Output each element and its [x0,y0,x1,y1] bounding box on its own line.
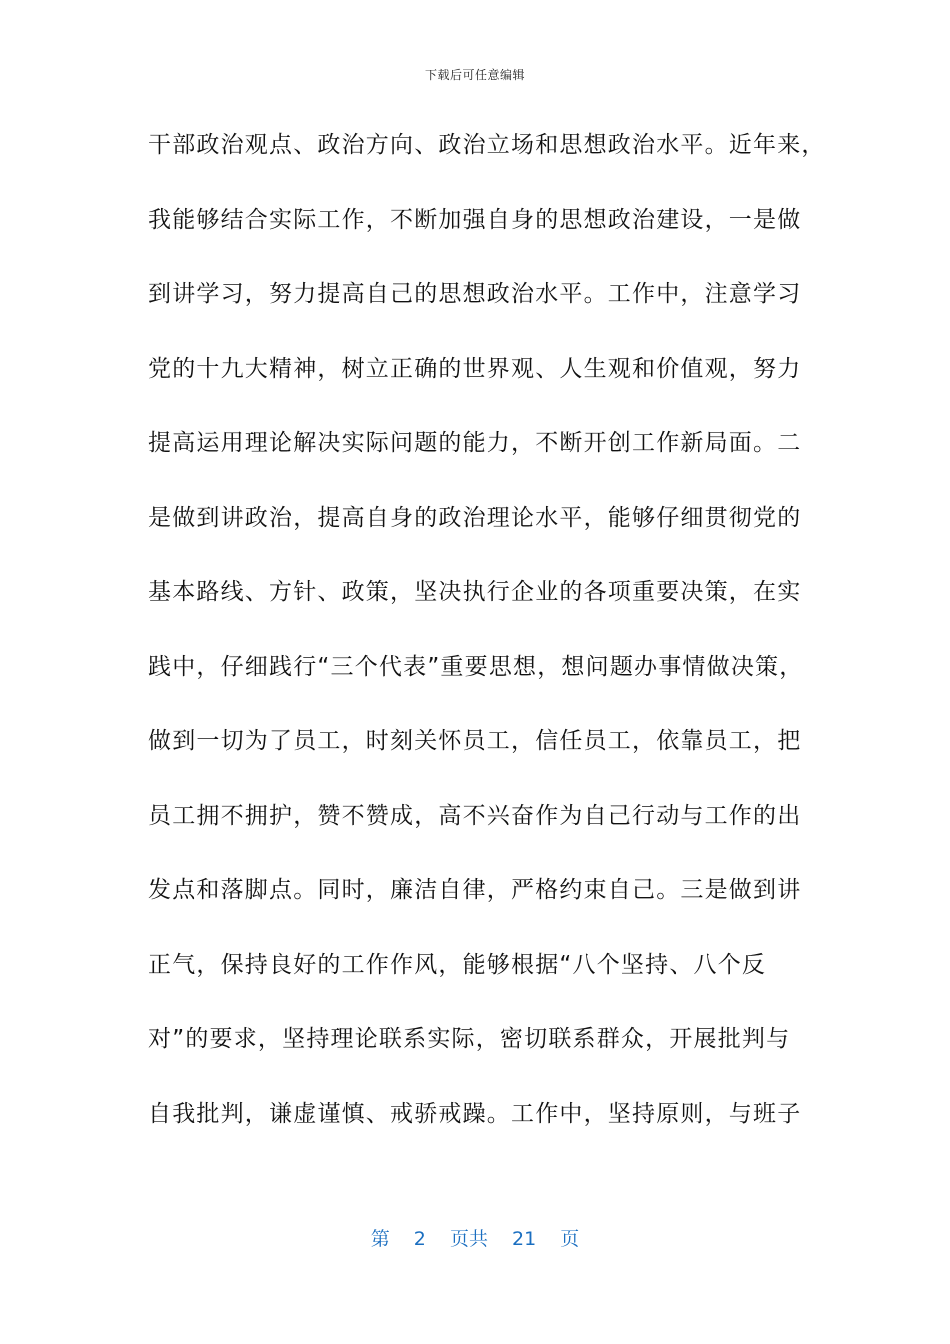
text-line: 基本路线、方针、政策，坚决执行企业的各项重要决策，在实 [148,579,802,605]
page-prefix: 第 [370,1228,390,1250]
text-line: 到讲学习，努力提高自己的思想政治水平。工作中，注意学习 [148,281,802,307]
document-body [148,126,826,1169]
text-line: 自我批判，谦虚谨慎、戒骄戒躁。工作中，坚持原则，与班子 [148,1100,802,1127]
text-line: 发点和落脚点。同时，廉洁自律，严格约束自己。三是做到讲 [148,877,802,903]
page-header-note: 下载后可任意编辑 [424,68,525,82]
text-line: 员工拥不拥护，赞不赞成，高不兴奋作为自己行动与工作的出 [148,802,802,829]
page-middle: 页共 [449,1228,488,1250]
current-page-number: 2 [413,1228,426,1250]
text-line: 对”的要求，坚持理论联系实际，密切联系群众，开展批判与 [148,1026,791,1052]
text-line: 干部政治观点、政治方向、政治立场和思想政治水平。近年来， [148,132,826,158]
text-line: 我能够结合实际工作，不断加强自身的思想政治建设，一是做 [148,206,802,233]
text-line: 党的十九大精神，树立正确的世界观、人生观和价值观，努力 [148,355,802,382]
text-line: 践中，仔细践行“三个代表”重要思想，想问题办事情做决策， [148,653,804,680]
text-line: 是做到讲政治，提高自身的政治理论水平，能够仔细贯彻党的 [148,504,802,531]
text-line: 提高运用理论解决实际问题的能力，不断开创工作新局面。二 [148,430,802,456]
text-line: 做到一切为了员工，时刻关怀员工，信任员工，依靠员工，把 [148,728,802,754]
total-pages-number: 21 [512,1228,537,1250]
text-line: 正气，保持良好的工作作风，能够根据“八个坚持、八个反 [148,951,767,978]
page-footer [0,1224,950,1251]
page-suffix: 页 [560,1228,580,1250]
